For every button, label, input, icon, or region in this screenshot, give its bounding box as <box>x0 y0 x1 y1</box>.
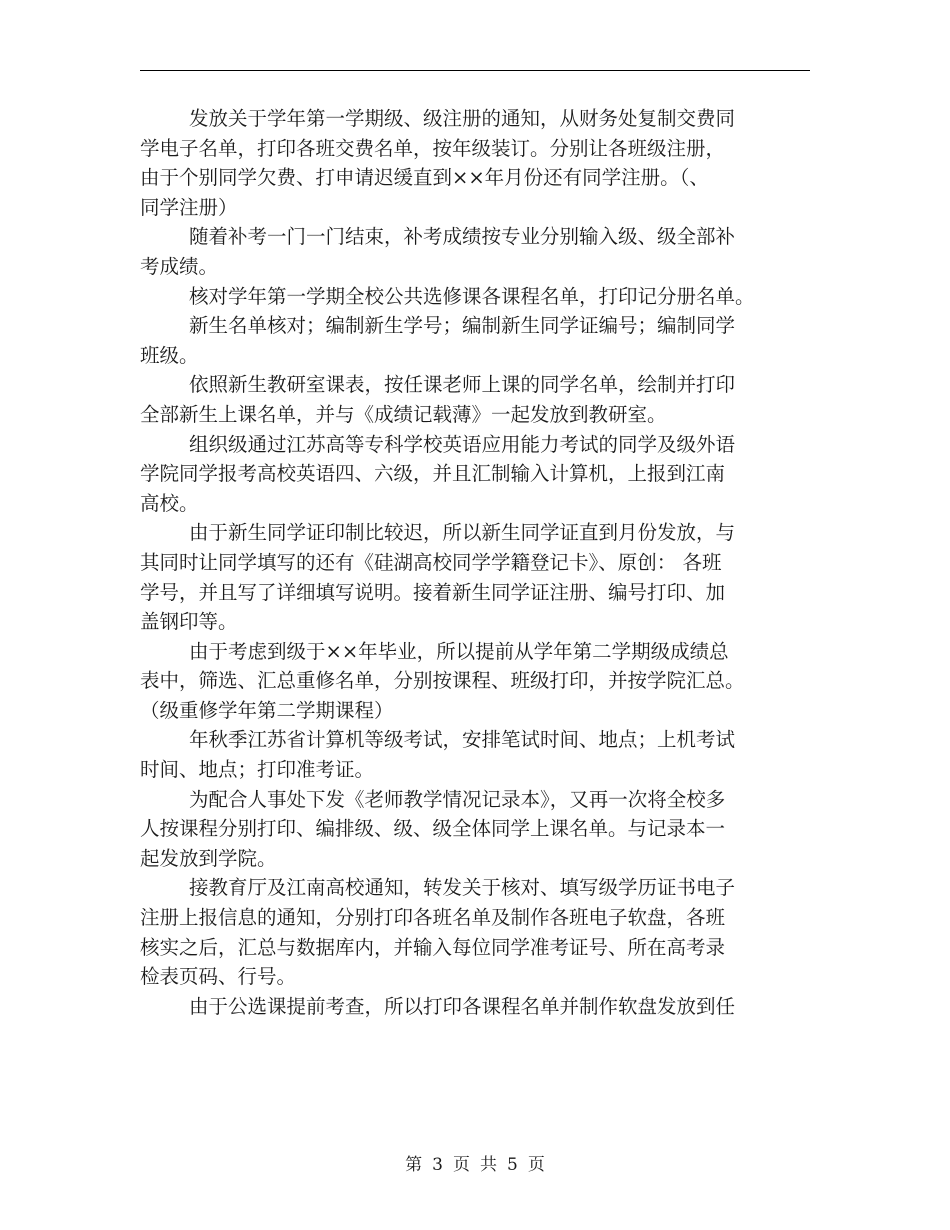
paragraph <box>140 992 810 1022</box>
text-line: 接教育厅及江南高校通知，转发关于核对、填写级学历证书电子 <box>189 876 736 900</box>
text-line: 学院同学报考高校英语四、六级，并且汇制输入计算机，上报到江南 <box>140 462 726 486</box>
text-line: 由于个别同学欠费、打申请迟缓直到××年月份还有同学注册。（、 <box>140 166 709 190</box>
paragraph <box>140 637 810 726</box>
text-line: 组织级通过江苏高等专科学校英语应用能力考试的同学及级外语 <box>189 432 736 456</box>
page-footer <box>0 1153 950 1177</box>
footer-total-unit: 页 <box>527 1155 545 1175</box>
text-line: 由于新生同学证印制比较迟，所以新生同学证直到月份发放，与 <box>189 521 736 545</box>
text-line: 为配合人事处下发《老师教学情况记录本》，又再一次将全校多 <box>189 787 726 811</box>
text-line: （级重修学年第二学期课程） <box>140 698 394 722</box>
footer-page-label: 第 <box>405 1155 423 1175</box>
paragraph <box>140 311 810 370</box>
text-line: 班级。 <box>140 343 199 367</box>
text-line: 新生名单核对；编制新生学号；编制新生同学证编号；编制同学 <box>189 314 736 338</box>
paragraph <box>140 518 810 636</box>
paragraph <box>140 873 810 991</box>
text-line: 人按课程分别打印、编排级、级、级全体同学上课名单。与记录本一 <box>140 817 726 841</box>
header-rule <box>140 70 810 71</box>
text-line: 表中，筛选、汇总重修名单，分别按课程、班级打印，并按学院汇总。 <box>140 669 745 693</box>
text-line: 检表页码、行号。 <box>140 965 297 989</box>
footer-page-unit: 页 <box>453 1155 470 1175</box>
paragraph <box>140 785 810 874</box>
text-line: 由于考虑到级于××年毕业，所以提前从学年第二学期级成绩总 <box>189 639 729 663</box>
text-line: 起发放到学院。 <box>140 846 277 870</box>
text-line: 其同时让同学填写的还有《硅湖高校同学学籍登记卡》、原创： 各班 <box>140 550 722 574</box>
text-line: 核实之后，汇总与数据库内，并输入每位同学准考证号、所在高考录 <box>140 935 726 959</box>
text-line: 随着补考一门一门结束，补考成绩按专业分别输入级、级全部补 <box>189 225 736 249</box>
document-body <box>140 104 810 1021</box>
footer-total-label: 共 <box>480 1155 497 1175</box>
text-line: 学号，并且写了详细填写说明。接着新生同学证注册、编号打印、加 <box>140 580 726 604</box>
paragraph <box>140 282 810 312</box>
text-line: 同学注册） <box>140 195 238 219</box>
text-line: 学电子名单，打印各班交费名单，按年级装订。分别让各班级注册， <box>140 136 726 160</box>
text-line: 年秋季江苏省计算机等级考试，安排笔试时间、地点；上机考试 <box>189 728 736 752</box>
text-line: 盖钢印等。 <box>140 610 238 634</box>
text-line: 注册上报信息的通知，分别打印各班名单及制作各班电子软盘，各班 <box>140 906 726 930</box>
text-line: 高校。 <box>140 491 199 515</box>
text-line: 发放关于学年第一学期级、级注册的通知，从财务处复制交费同 <box>189 107 736 130</box>
text-line: 时间、地点；打印准考证。 <box>140 758 375 782</box>
paragraph <box>140 725 810 784</box>
footer-current-page: 3 <box>432 1155 443 1175</box>
paragraph <box>140 430 810 519</box>
paragraph <box>140 370 810 429</box>
text-line: 全部新生上课名单，并与《成绩记载薄》一起发放到教研室。 <box>140 402 667 426</box>
footer-total-pages: 5 <box>507 1155 518 1175</box>
text-line: 核对学年第一学期全校公共选修课各课程名单，打印记分册名单。 <box>189 284 755 308</box>
text-line: 由于公选课提前考查，所以打印各课程名单并制作软盘发放到任 <box>189 994 736 1018</box>
paragraph <box>140 222 810 281</box>
paragraph <box>140 104 810 222</box>
text-line: 依照新生教研室课表，按任课老师上课的同学名单，绘制并打印 <box>189 373 736 397</box>
text-line: 考成绩。 <box>140 254 219 278</box>
